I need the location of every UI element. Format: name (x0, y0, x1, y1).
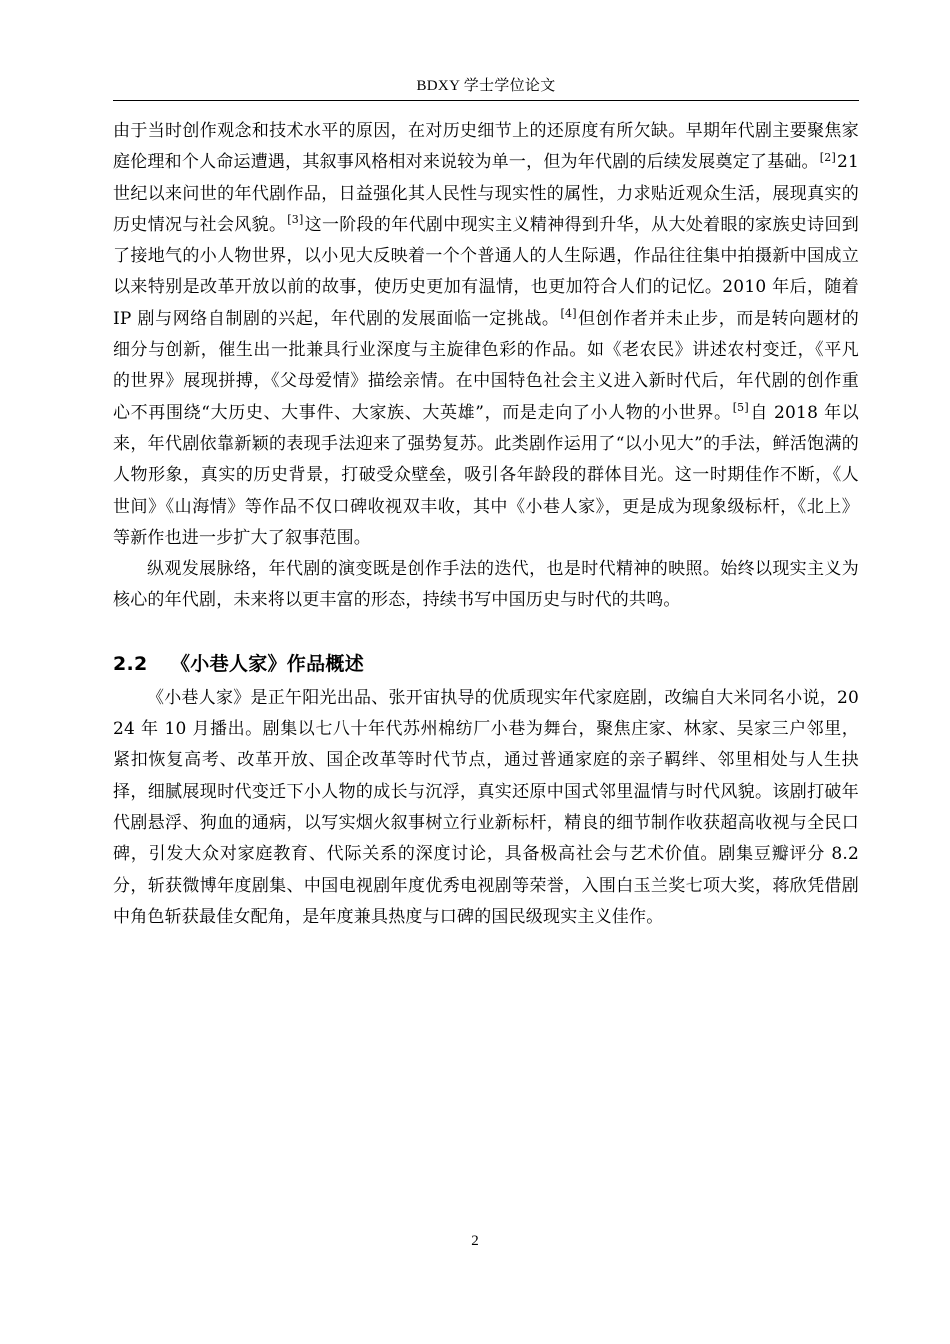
section-number: 2.2 (113, 652, 148, 675)
paragraph-text: 21 世纪以来问世的年代剧作品，日益强化其人民性与现实性的属性，力求贴近观众生活，展现真实的历史情况与社会风貌。 (113, 152, 859, 235)
running-header: BDXY 学士学位论文 (416, 78, 556, 94)
body-paragraph-overview: 《小巷人家》是正午阳光出品、张开宙执导的优质现实年代家庭剧，改编自大米同名小说，2024 年 10 月播出。剧集以七八十年代苏州棉纺厂小巷为舞台，聚焦庄家、林家、吴家三户邻里，紧扣恢复高考、改革开放、国企改革等时代节点，通过普通家庭的亲子羁绊、邻里相处与人生抉择，细腻展现时代变迁下小人物的成长与沉浮，真实还原中国式邻里温情与时代风貌。该剧打破年代剧悬浮、狗血的通病，以写实烟火叙事树立行业新标杆，精良的细节制作收获超高收视与全民口碑，引发大众对家庭教育、代际关系的深度讨论，具备极高社会与艺术价值。剧集豆瓣评分 8.2 分，斩获微博年度剧集、中国电视剧年度优秀电视剧等荣誉，入围白玉兰奖七项大奖，蒋欣凭借剧中角色斩获最佳女配角，是年度兼具热度与口碑的国民级现实主义佳作。 (113, 687, 859, 927)
citation-ref[interactable]: [4] (560, 307, 577, 321)
paragraph-text: 自 2018 年以来，年代剧依靠新颖的表现手法迎来了强势复苏。此类剧作运用了“以小见大”的手法，鲜活饱满的人物形象，真实的历史背景，打破受众壁垒，吸引各年龄段的群体目光。这一时期佳作不断，《人世间》《山海情》等作品不仅口碑收视双丰收，其中《小巷人家》，更是成为现象级标杆，《北上》等新作也进一步扩大了叙事范围。 (113, 402, 859, 548)
section-heading (113, 647, 859, 681)
citation-ref[interactable]: [5] (732, 401, 749, 415)
paragraph-text: 这一阶段的年代剧中现实主义精神得到升华，从大处着眼的家族史诗回到了接地气的小人物世界，以小见大反映着一个个普通人的人生际遇，作品往往集中拍摄新中国成立以来特别是改革开放以前的故事，使历史更加有温情，也更加符合人们的记忆。2010 年后，随着 IP 剧与网络自制剧的兴起，年代剧的发展面临一定挑战。 (113, 214, 860, 329)
body-paragraph-history (113, 116, 859, 554)
citation-ref[interactable]: [2] (819, 150, 836, 164)
paragraph-text: 但创作者并未止步，而是转向题材的细分与创新，催生出一批兼具行业深度与主旋律色彩的作品。如《老农民》讲述农村变迁，《平凡的世界》展现拼搏，《父母爱情》描绘亲情。在中国特色社会主义进入新时代后，年代剧的创作重心不再围绕“大历史、大事件、大家族、大英雄”，而是走向了小人物的小世界。 (113, 308, 859, 423)
body-paragraph-summary: 纵观发展脉络，年代剧的演变既是创作手法的迭代，也是时代精神的映照。始终以现实主义为核心的年代剧，未来将以更丰富的形态，持续书写中国历史与时代的共鸣。 (113, 559, 859, 611)
citation-ref[interactable]: [3] (287, 213, 304, 227)
header-rule (113, 100, 859, 101)
page-number: 2 (471, 1233, 479, 1249)
section-title: 《小巷人家》作品概述 (171, 652, 365, 675)
paragraph-text: 由于当时创作观念和技术水平的原因，在对历史细节上的还原度有所欠缺。早期年代剧主要聚焦家庭伦理和个人命运遭遇，其叙事风格相对来说较为单一，但为年代剧的后续发展奠定了基础。 (113, 121, 859, 173)
page-body (113, 116, 859, 933)
